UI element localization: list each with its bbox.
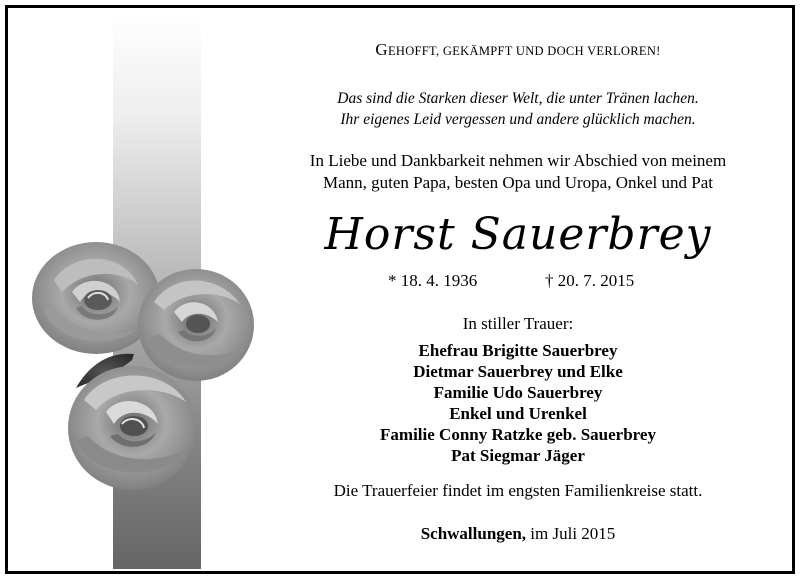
death-date: † 20. 7. 2015 (545, 271, 635, 290)
place-name: Schwallungen, (420, 524, 527, 543)
mourners-list (268, 340, 768, 466)
intro-line-2: Mann, guten Papa, besten Opa und Uropa, Onkel und Pat (323, 173, 713, 192)
farewell-intro (268, 150, 768, 194)
mourner-item: Familie Udo Sauerbrey (433, 383, 603, 402)
intro-line-1: In Liebe und Dankbarkeit nehmen wir Abschied von meinem (309, 151, 727, 170)
motto-initial: G (375, 40, 388, 59)
ceremony-note: Die Trauerfeier findet im engsten Familienkreise statt. (333, 481, 703, 500)
birth-date: * 18. 4. 1936 (388, 271, 478, 290)
mourner-item: Dietmar Sauerbrey und Elke (413, 362, 623, 381)
mourner-item: Enkel und Urenkel (449, 404, 587, 423)
mourner-item: Ehefrau Brigitte Sauerbrey (418, 341, 618, 360)
motto-line (268, 40, 768, 60)
mourning-heading: In stiller Trauer: (462, 314, 574, 333)
motto-rest: EHOFFT, GEKÄMPFT UND DOCH VERLOREN! (387, 44, 661, 58)
poem-line-1: Das sind die Starken dieser Welt, die unter Tränen lachen. (337, 90, 699, 107)
place-date-line (268, 524, 768, 544)
mourner-item: Familie Conny Ratzke geb. Sauerbrey (380, 425, 656, 444)
poem (268, 88, 768, 130)
roses-image (14, 240, 264, 495)
mourner-item: Pat Siegmar Jäger (451, 446, 585, 465)
date-text: im Juli 2015 (526, 524, 616, 543)
poem-line-2: Ihr eigenes Leid vergessen und andere glücklich machen. (340, 111, 696, 128)
deceased-name: Horst Sauerbrey (324, 209, 712, 260)
